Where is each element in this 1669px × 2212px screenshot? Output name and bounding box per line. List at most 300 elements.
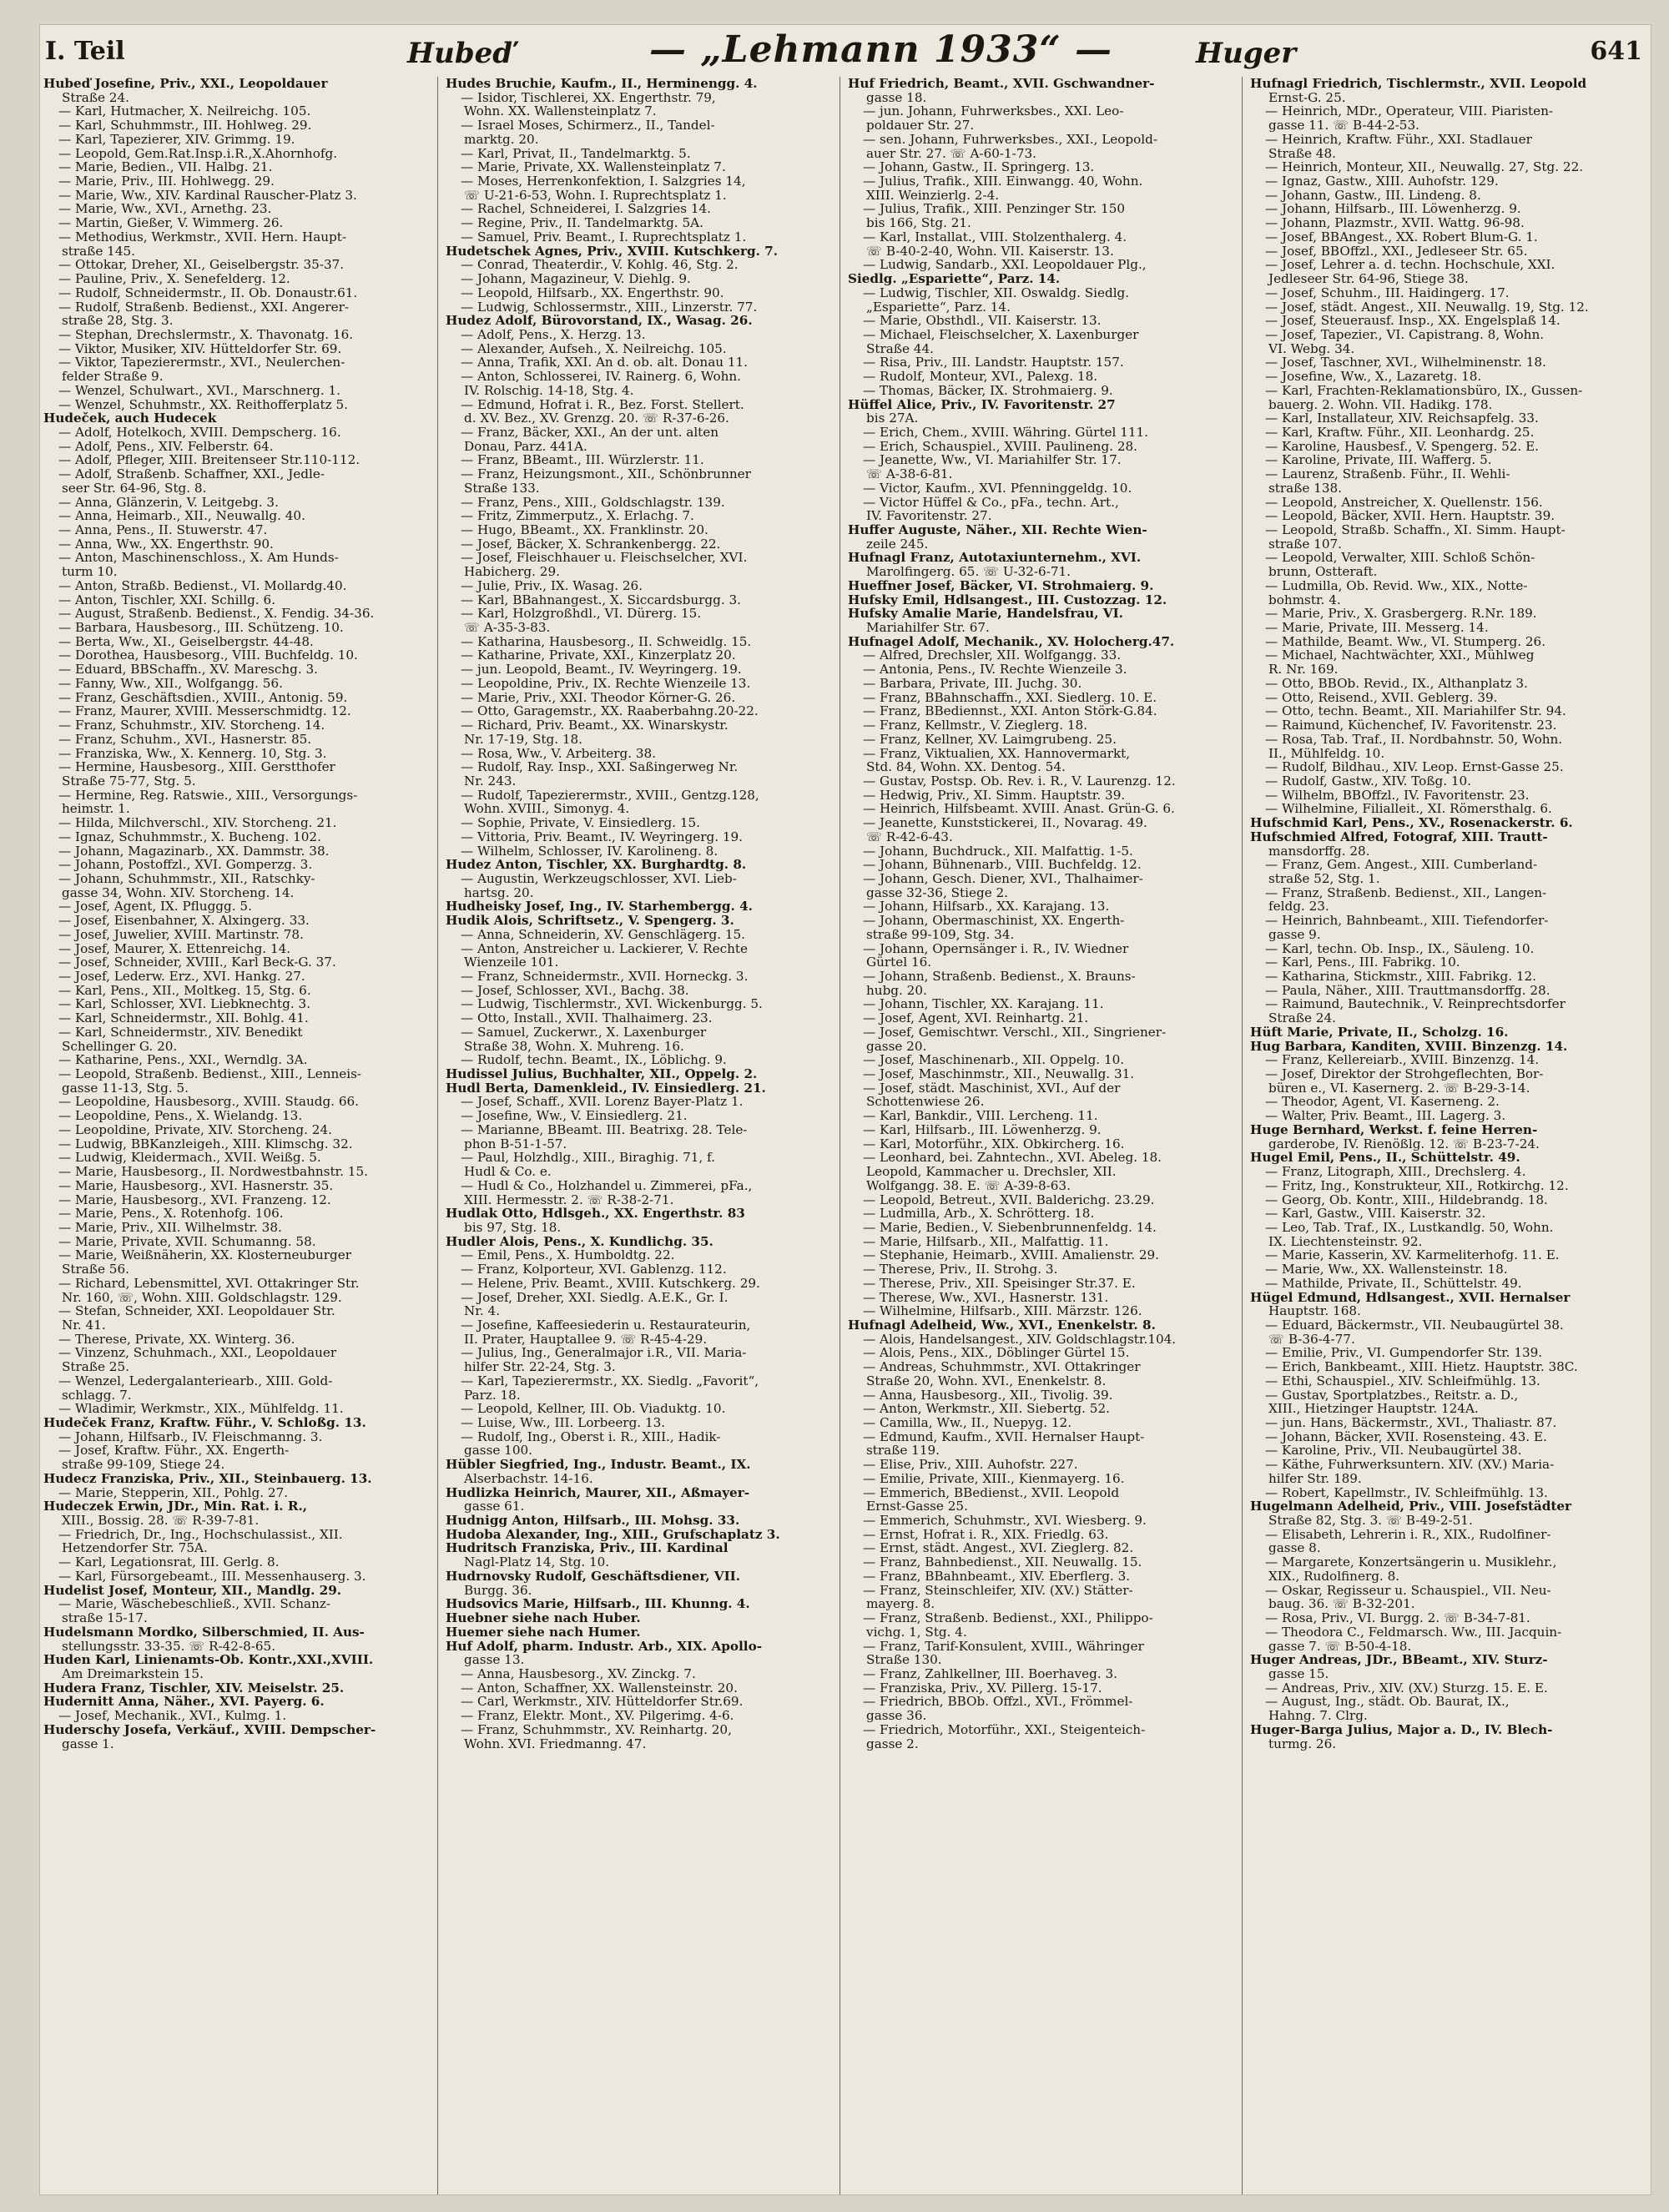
- directory-entry: — Otto, BBOb. Revid., IX., Althanplatz 3.: [1265, 676, 1528, 691]
- directory-entry: — Otto, Install., XVII. Thalhaimerg. 23.: [461, 1011, 713, 1025]
- directory-entry: — Josefine, Kaffeesiederin u. Restaurateurin,: [461, 1318, 751, 1333]
- directory-entry: — Ludwig, Tischler, XII. Oswaldg. Siedlg.: [863, 285, 1130, 300]
- directory-entry: — Heinrich, Kraftw. Führ., XXI. Stadlauer: [1265, 132, 1532, 147]
- directory-entry: — Rosa, Priv., VI. Burgg. 2. ☏ B-34-7-81.: [1265, 1611, 1530, 1625]
- entry-continuation: IV. Favoritenstr. 27.: [866, 509, 992, 523]
- directory-entry: — Regine, Priv., II. Tandelmarktg. 5A.: [461, 216, 703, 230]
- directory-entry: — Julius, Ing., Generalmajor i.R., VII. Maria-: [461, 1346, 747, 1361]
- directory-entry: — Karl, Installateur, XIV. Reichsapfelg. 33.: [1265, 411, 1539, 426]
- surname-entry: Hügel Edmund, Hdlsangest., XVII. Hernalser: [1250, 1290, 1571, 1305]
- surname-entry: Hübler Siegfried, Ing., Industr. Beamt., IX.: [446, 1458, 751, 1472]
- directory-entry: — Rudolf, Ing., Oberst i. R., XIII., Hadik-: [461, 1429, 721, 1444]
- directory-entry: — Rudolf, Bildhau., XIV. Leop. Ernst-Gasse 25.: [1265, 760, 1564, 774]
- directory-entry: — Marie, Kasserin, XV. Karmeliterhofg. 11. E.: [1265, 1248, 1560, 1263]
- directory-entry: — Pauline, Priv., X. Senefelderg. 12.: [58, 272, 290, 286]
- surname-entry: Hudes Bruchie, Kaufm., II., Herminengg. 4.: [446, 77, 758, 91]
- entry-continuation: straße 99-109, Stiege 24.: [62, 1458, 225, 1472]
- entry-continuation: straße 52, Stg. 1.: [1268, 871, 1380, 886]
- entry-continuation: baug. 36. ☏ B-32-201.: [1268, 1597, 1415, 1612]
- directory-entry: — Wilhelm, Schlosser, IV. Karolineng. 8.: [461, 844, 719, 859]
- directory-entry: — Marie, Priv., III. Hohlwegg. 29.: [58, 174, 275, 189]
- surname-entry: Huffer Auguste, Näher., XII. Rechte Wien-: [848, 523, 1147, 537]
- directory-entry: — Margarete, Konzertsängerin u. Musiklehr.,: [1265, 1555, 1557, 1570]
- surname-entry: Hudelist Josef, Monteur, XII., Mandlg. 29.: [43, 1583, 342, 1598]
- directory-entry: — Heinrich, MDr., Operateur, VIII. Piaristen-: [1265, 104, 1554, 119]
- directory-entry: — Adolf, Hotelkoch, XVIII. Dempscherg. 16.: [58, 425, 341, 440]
- directory-entry: — Israel Moses, Schirmerz., II., Tandel-: [461, 118, 715, 133]
- directory-entry: — Samuel, Priv. Beamt., I. Ruprechtsplatz 1.: [461, 229, 747, 244]
- directory-entry: — Leo, Tab. Traf., IX., Lustkandlg. 50, Wohn.: [1265, 1220, 1554, 1235]
- entry-continuation: bohmstr. 4.: [1268, 592, 1341, 607]
- directory-entry: — Anna, Ww., XX. Engerthstr. 90.: [58, 537, 274, 552]
- directory-entry: — Heinrich, Monteur, XII., Neuwallg. 27, Stg. 22.: [1265, 160, 1584, 175]
- entry-continuation: Wohn. XVIII., Simonyg. 4.: [464, 802, 630, 817]
- directory-entry: — Karl, Gastw., VIII. Kaiserstr. 32.: [1265, 1207, 1486, 1221]
- directory-entry: — Josef, Kraftw. Führ., XX. Engerth-: [58, 1444, 290, 1459]
- entry-continuation: Wohn. XX. Wallensteinplatz 7.: [464, 104, 657, 119]
- directory-entry: — Josef, BBAngest., XX. Robert Blum-G. 1.: [1265, 229, 1538, 244]
- directory-entry: — Franz, Heizungsmont., XII., Schönbrunner: [461, 467, 751, 481]
- directory-entry: — Marie, Pens., X. Rotenhofg. 106.: [58, 1207, 284, 1221]
- directory-entry: — Karoline, Priv., VII. Neubaugürtel 38.: [1265, 1444, 1522, 1459]
- directory-entry: — Hilda, Milchverschl., XIV. Storcheng. 21.: [58, 816, 337, 830]
- directory-entry: — Michael, Fleischselcher, X. Laxenburger: [863, 327, 1139, 342]
- surname-entry: Hüft Marie, Private, II., Scholzg. 16.: [1250, 1025, 1509, 1040]
- entry-continuation: Burgg. 36.: [464, 1583, 532, 1598]
- surname-entry: Hudera Franz, Tischler, XIV. Meiselstr. 25.: [43, 1680, 345, 1696]
- directory-entry: — Theodor, Agent, VI. Kaserneng. 2.: [1265, 1095, 1500, 1110]
- directory-entry: — Johann, Opernsänger i. R., IV. Wiedner: [863, 941, 1129, 956]
- directory-entry: — Vittoria, Priv. Beamt., IV. Weyringerg. 19.: [461, 829, 744, 844]
- directory-entry: — Hugo, BBeamt., XX. Franklinstr. 20.: [461, 523, 708, 537]
- entry-continuation: Nr. 243.: [464, 773, 517, 789]
- directory-entry: — Johann, Gastw., II. Springerg. 13.: [863, 160, 1095, 175]
- directory-entry: — Alois, Pens., XIX., Döblinger Gürtel 15.: [863, 1346, 1130, 1361]
- directory-entry: — Johann, Hilfsarb., IV. Fleischmanng. 3.: [58, 1429, 323, 1444]
- directory-entry: — Marie, Private, XX. Wallensteinplatz 7.: [461, 160, 726, 175]
- directory-entry: — Otto, techn. Beamt., XII. Mariahilfer Str. 94.: [1265, 704, 1566, 719]
- directory-entry: — Anna, Trafik, XXI. An d. ob. alt. Donau 11.: [461, 355, 749, 370]
- directory-entry: — Julius, Trafik., XIII. Einwangg. 40, Wohn.: [863, 174, 1143, 189]
- directory-entry: — Rudolf, Gastw., XIV. Toßg. 10.: [1265, 773, 1471, 789]
- entry-continuation: poldauer Str. 27.: [866, 118, 975, 133]
- directory-entry: — Franz, Schuhm., XVI., Hasnerstr. 85.: [58, 732, 312, 747]
- entry-continuation: Gürtel 16.: [866, 955, 932, 970]
- directory-entry: — Karl, Motorführ., XIX. Obkircherg. 16.: [863, 1136, 1125, 1151]
- entry-continuation: gasse 32-36, Stiege 2.: [866, 885, 1008, 900]
- directory-entry: — Johann, Straßenb. Bedienst., X. Brauns-: [863, 970, 1136, 984]
- entry-continuation: Straße 75-77, Stg. 5.: [62, 773, 196, 789]
- directory-entry: — Michael, Nachtwächter, XXI., Mühlweg: [1265, 648, 1535, 663]
- directory-entry: — Johann, Gastw., III. Lindeng. 8.: [1265, 188, 1481, 203]
- column-divider: [437, 77, 438, 2194]
- directory-entry: — Johann, Buchdruck., XII. Malfattig. 1-5.: [863, 844, 1133, 859]
- entry-continuation: marktg. 20.: [464, 132, 539, 147]
- page-header: [40, 25, 1651, 83]
- directory-entry: — Luise, Ww., III. Lorbeerg. 13.: [461, 1416, 666, 1430]
- entry-continuation: gasse 9.: [1268, 927, 1321, 942]
- directory-entry: — Ignaz, Gastw., XIII. Auhofstr. 129.: [1265, 174, 1499, 189]
- directory-entry: — Katharine, Private, XXI., Kinzerplatz 20.: [461, 648, 736, 663]
- entry-continuation: Hauptstr. 168.: [1268, 1304, 1361, 1318]
- entry-continuation: gasse 20.: [866, 1039, 927, 1054]
- entry-continuation: Ernst-Gasse 25.: [866, 1499, 968, 1514]
- directory-entry: — Josef, Gemischtwr. Verschl., XII., Singriener-: [863, 1025, 1167, 1040]
- directory-entry: — Dorothea, Hausbesorg., VIII. Buchfeldg. 10.: [58, 648, 358, 663]
- directory-entry: — Josef, Maurer, X. Ettenreichg. 14.: [58, 941, 291, 956]
- surname-entry: Hufnagl Friedrich, Tischlermstr., XVII. Leopold: [1250, 77, 1587, 91]
- directory-entry: — Karl, Holzgroßhdl., VI. Dürerg. 15.: [461, 607, 702, 622]
- directory-entry: — Leopold, Hilfsarb., XX. Engerthstr. 90.: [461, 285, 724, 300]
- entry-continuation: stellungsstr. 33-35. ☏ R-42-8-65.: [62, 1639, 276, 1654]
- column-divider: [1242, 77, 1243, 2194]
- directory-entry: — Josef, Lederw. Erz., XVI. Hankg. 27.: [58, 970, 305, 984]
- surname-entry: Siedlg. „Espariette“, Parz. 14.: [848, 272, 1061, 286]
- surname-entry: Hudlizka Heinrich, Maurer, XII., Aßmayer-: [446, 1485, 749, 1500]
- directory-entry: — sen. Johann, Fuhrwerksbes., XXI., Leopold-: [863, 132, 1158, 147]
- directory-entry: — Franz, Pens., XIII., Goldschlagstr. 139.: [461, 495, 725, 510]
- directory-entry: — Ethi, Schauspiel., XIV. Schleifmühlg. 13.: [1265, 1373, 1540, 1388]
- publication-title: — „Lehmann 1933“ —: [649, 28, 1113, 71]
- directory-entry: — Marie, Stepperin, XII., Pohlg. 27.: [58, 1485, 289, 1500]
- directory-entry: — Rachel, Schneiderei, I. Salzgries 14.: [461, 202, 712, 217]
- directory-entry: — Fritz, Ing., Konstrukteur, XII., Rotkirchg. 12.: [1265, 1178, 1569, 1193]
- directory-entry: — jun. Johann, Fuhrwerksbes., XXI. Leo-: [863, 104, 1124, 119]
- directory-entry: — Augustin, Werkzeugschlosser, XVI. Lieb-: [461, 871, 737, 886]
- directory-entry: — Franz, Schneidermstr., XVII. Horneckg. 3.: [461, 970, 749, 984]
- directory-entry: — Franz, BBahnbeamt., XIV. Eberflerg. 3.: [863, 1569, 1131, 1584]
- directory-entry: — Erich, Bankbeamt., XIII. Hietz. Hauptstr. 38C.: [1265, 1360, 1578, 1374]
- directory-entry: — Josef, städt. Angest., XII. Neuwallg. 19, Stg. 12.: [1265, 300, 1589, 315]
- surname-entry: Huemer siehe nach Humer.: [446, 1625, 641, 1640]
- surname-entry: Hudnigg Anton, Hilfsarb., III. Mohsg. 33.: [446, 1514, 740, 1528]
- directory-entry: — Edmund, Hofrat i. R., Bez. Forst. Stellert.: [461, 397, 744, 412]
- directory-entry: — Marie, Obsthdl., VII. Kaiserstr. 13.: [863, 314, 1102, 328]
- directory-entry: — Josef, Tapezier., VI. Capistrang. 8, Wohn.: [1265, 327, 1545, 342]
- surname-entry: Hufschmied Alfred, Fotograf, XIII. Trautt-: [1250, 829, 1548, 844]
- directory-entry: — Alfred, Drechsler, XII. Wolfgangg. 33.: [863, 648, 1122, 663]
- directory-entry: — Karl, Legationsrat, III. Gerlg. 8.: [58, 1555, 280, 1570]
- surname-entry: Hudeček Franz, Kraftw. Führ., V. Schloßg. 13.: [43, 1416, 366, 1430]
- directory-entry: — Rudolf, Schneidermstr., II. Ob. Donaustr.61.: [58, 285, 358, 300]
- entry-continuation: IV. Rolschig. 14-18, Stg. 4.: [464, 383, 634, 398]
- directory-entry: — Josef, Maschinmstr., XII., Neuwallg. 31.: [863, 1067, 1135, 1081]
- entry-continuation: büren e., VI. Kasernerg. 2. ☏ B-29-3-14.: [1268, 1081, 1530, 1096]
- surname-entry: Hüffel Alice, Priv., IV. Favoritenstr. 27: [848, 397, 1116, 412]
- directory-entry: — Karl, Pens., XII., Moltkeg. 15, Stg. 6.: [58, 983, 311, 998]
- directory-entry: — Johann, Tischler, XX. Karajang. 11.: [863, 997, 1104, 1012]
- entry-continuation: Ernst-G. 25.: [1268, 90, 1346, 105]
- directory-entry: — Ludwig, Tischlermstr., XVI. Wickenburgg. 5.: [461, 997, 763, 1012]
- entry-continuation: Parz. 18.: [464, 1388, 521, 1403]
- surname-entry: Huger Andreas, JDr., BBeamt., XIV. Sturz-: [1250, 1653, 1548, 1667]
- directory-entry: — Therese, Ww., XVI., Hasnerstr. 131.: [863, 1290, 1109, 1305]
- surname-entry: Huf Adolf, pharm. Industr. Arb., XIX. Apollo-: [446, 1639, 763, 1654]
- directory-entry: — Karl, Tapezierer, XIV. Grimmg. 19.: [58, 132, 295, 147]
- entry-continuation: straße 99-109, Stg. 34.: [866, 927, 1015, 942]
- surname-entry: Hugel Emil, Pens., II., Schüttelstr. 49.: [1250, 1151, 1520, 1166]
- entry-continuation: Jedleseer Str. 64-96, Stiege 38.: [1268, 272, 1469, 286]
- directory-entry: — Rosa, Ww., V. Arbeiterg. 38.: [461, 746, 657, 761]
- surname-entry: Hudeczek Erwin, JDr., Min. Rat. i. R.,: [43, 1499, 308, 1514]
- directory-entry: — Richard, Lebensmittel, XVI. Ottakringer Str.: [58, 1276, 360, 1291]
- directory-entry: — Johann, Plazmstr., XVII. Wattg. 96-98.: [1265, 216, 1525, 230]
- entry-continuation: Hahng. 7. Clrg.: [1268, 1709, 1368, 1723]
- entry-continuation: bis 97, Stg. 18.: [464, 1220, 562, 1235]
- directory-entry: — Camilla, Ww., II., Nuepyg. 12.: [863, 1416, 1072, 1430]
- directory-entry: — Anton, Schlosserei, IV. Rainerg. 6, Wohn.: [461, 370, 741, 384]
- directory-entry: — Leonhard, bei. Zahntechn., XVI. Abeleg. 18.: [863, 1151, 1162, 1166]
- directory-entry: — Friedrich, Dr., Ing., Hochschulassist., XII.: [58, 1527, 343, 1542]
- directory-entry: — Ludwig, Schlossermstr., XIII., Linzerstr. 77.: [461, 300, 758, 315]
- directory-entry: — Friedrich, BBOb. Offzl., XVI., Frömmel-: [863, 1695, 1133, 1710]
- directory-entry: — Emilie, Private, XIII., Kienmayerg. 16.: [863, 1471, 1125, 1486]
- directory-entry: — Laurenz, Straßenb. Führ., II. Wehli-: [1265, 467, 1510, 481]
- directory-entry: — Leopold, Anstreicher, X. Quellenstr. 156.: [1265, 495, 1543, 510]
- surname-entry: Hudez Anton, Tischler, XX. Burghardtg. 8.: [446, 858, 747, 872]
- directory-entry: — Anton, Straßb. Bedienst., VI. Mollardg.40.: [58, 578, 347, 593]
- directory-entry: — Ludwig, Sandarb., XXI. Leopoldauer Plg.,: [863, 258, 1147, 273]
- column-3: [848, 77, 1228, 2194]
- directory-entry: — Leopoldine, Priv., IX. Rechte Wienzeile 13.: [461, 676, 751, 691]
- surname-entry: Huderschy Josefa, Verkäuf., XVIII. Dempscher-: [43, 1722, 376, 1737]
- directory-entry: — Karl, Hilfsarb., III. Löwenherzg. 9.: [863, 1122, 1102, 1137]
- directory-entry: — Franz, Tarif-Konsulent, XVIII., Währinger: [863, 1639, 1144, 1654]
- directory-entry: — Leopold, Kellner, III. Ob. Viaduktg. 10.: [461, 1402, 726, 1416]
- directory-entry: — Josef, Lehrer a. d. techn. Hochschule, XXI.: [1265, 258, 1556, 273]
- entry-continuation: „Espariette“, Parz. 14.: [866, 300, 1011, 315]
- directory-entry: — Marie, Ww., XVI., Arnethg. 23.: [58, 202, 272, 217]
- directory-entry: — Helene, Priv. Beamt., XVIII. Kutschkerg. 29.: [461, 1276, 760, 1291]
- entry-continuation: Wienzeile 101.: [464, 955, 559, 970]
- directory-entry: — Franz, BBahnschaffn., XXI. Siedlerg. 10. E.: [863, 690, 1157, 705]
- directory-entry: — Karl, Hutmacher, X. Neilreichg. 105.: [58, 104, 311, 119]
- directory-entry: — Karl, Pens., III. Fabrikg. 10.: [1265, 955, 1460, 970]
- directory-entry: — Franz, Elektr. Mont., XV. Pilgerimg. 4-6.: [461, 1709, 734, 1723]
- directory-entry: — jun. Leopold, Beamt., IV. Weyringerg. 19.: [461, 663, 742, 677]
- directory-entry: — Rudolf, Straßenb. Bedienst., XXI. Angerer-: [58, 300, 350, 315]
- directory-entry: — Anton, Werkmstr., XII. Siebertg. 52.: [863, 1402, 1110, 1416]
- directory-entry: — Franz, Zahlkellner, III. Boerhaveg. 3.: [863, 1666, 1117, 1681]
- entry-continuation: Wolfgangg. 38. E. ☏ A-39-8-63.: [866, 1178, 1071, 1193]
- directory-entry: — Marie, Hausbesorg., XVI. Hasnerstr. 35.: [58, 1178, 334, 1193]
- entry-continuation: bis 27A.: [866, 411, 919, 426]
- directory-entry: — Elise, Priv., XIII. Auhofstr. 227.: [863, 1458, 1078, 1472]
- directory-entry: — Leopold, Betreut., XVII. Balderichg. 23.29.: [863, 1192, 1155, 1207]
- entry-continuation: seer Str. 64-96, Stg. 8.: [62, 481, 207, 496]
- directory-entry: — Fanny, Ww., XII., Wolfgangg. 56.: [58, 676, 283, 691]
- entry-continuation: hilfer Str. 189.: [1268, 1471, 1362, 1486]
- surname-entry: Hugelmann Adelheid, Priv., VIII. Josefstädter: [1250, 1499, 1572, 1514]
- directory-entry: — Viktor, Tapezierermstr., XVI., Neulerchen-: [58, 355, 345, 370]
- directory-entry: — Jeanette, Kunststickerei, II., Novarag. 49.: [863, 816, 1147, 830]
- directory-entry: — Franz, Litograph, XIII., Drechslerg. 4.: [1265, 1165, 1526, 1179]
- directory-entry: — Ludwig, BBKanzleigeh., XIII. Klimschg. 32.: [58, 1136, 353, 1151]
- surname-entry: Hudeček, auch Hudecek: [43, 411, 217, 426]
- directory-entry: — Franz, Kellereiarb., XVIII. Binzenzg. 14.: [1265, 1053, 1540, 1068]
- directory-entry: — Josef, Schuhm., III. Haidingerg. 17.: [1265, 285, 1510, 300]
- entry-continuation: hubg. 20.: [866, 983, 927, 998]
- entry-continuation: gasse 34, Wohn. XIV. Storcheng. 14.: [62, 885, 295, 900]
- directory-entry: — Wilhelmine, Hilfsarb., XIII. Märzstr. 126.: [863, 1304, 1142, 1318]
- directory-entry: — Josef, Mechanik., XVI., Kulmg. 1.: [58, 1709, 287, 1723]
- directory-entry: — Johann, Bühnenarb., VIII. Buchfeldg. 12.: [863, 858, 1142, 872]
- directory-entry: — Franz, Viktualien, XX. Hannovermarkt,: [863, 746, 1131, 761]
- entry-continuation: Straße 82, Stg. 3. ☏ B-49-2-51.: [1268, 1514, 1473, 1528]
- directory-entry: — Josef, Taschner, XVI., Wilhelminenstr. 18.: [1265, 355, 1546, 370]
- directory-entry: — Anna, Schneiderin, XV. Genschlägerg. 15.: [461, 927, 746, 942]
- directory-entry: — Risa, Priv., III. Landstr. Hauptstr. 157.: [863, 355, 1124, 370]
- directory-entry: — Jeanette, Ww., VI. Mariahilfer Str. 17.: [863, 453, 1122, 468]
- surname-entry: Hufnagl Franz, Autotaxiunternehm., XVI.: [848, 551, 1142, 566]
- entry-continuation: Straße 56.: [62, 1262, 129, 1277]
- entry-continuation: Straße 24.: [1268, 1011, 1336, 1025]
- entry-continuation: felder Straße 9.: [62, 370, 164, 384]
- surname-entry: Hudl Berta, Damenkleid., IV. Einsiedlerg. 21.: [446, 1081, 766, 1096]
- directory-entry: — Wenzel, Schuhmstr., XX. Reithofferplatz 5.: [58, 397, 348, 412]
- directory-entry: — Anna, Glänzerin, V. Leitgebg. 3.: [58, 495, 279, 510]
- surname-entry: Hudecz Franziska, Priv., XII., Steinbauerg. 13.: [43, 1471, 372, 1486]
- surname-entry: Hudlak Otto, Hdlsgeh., XX. Engerthstr. 83: [446, 1207, 745, 1221]
- directory-entry: — August, Ing., städt. Ob. Baurat, IX.,: [1265, 1695, 1510, 1710]
- directory-entry: — Emmerich, BBedienst., XVII. Leopold: [863, 1485, 1120, 1500]
- entry-continuation: ☏ R-42-6-43.: [866, 829, 953, 844]
- directory-entry: — Franz, Geschäftsdien., XVIII., Antonig. 59.: [58, 690, 348, 705]
- directory-entry: — Anton, Tischler, XXI. Schillg. 6.: [58, 592, 276, 607]
- directory-entry: — Franz, Maurer, XVIII. Messerschmidtg. 12.: [58, 704, 351, 719]
- entry-continuation: turmg. 26.: [1268, 1736, 1337, 1751]
- directory-entry: — Friedrich, Motorführ., XXI., Steigenteich-: [863, 1722, 1146, 1737]
- directory-entry: — Marie, Priv., XXI. Theodor Körner-G. 26.: [461, 690, 736, 705]
- entry-continuation: XIII. Hermesstr. 2. ☏ R-38-2-71.: [464, 1192, 674, 1207]
- directory-entry: — Franz, Straßenb. Bedienst., XXI., Philippo-: [863, 1611, 1153, 1625]
- directory-entry: — Karoline, Private, III. Wafferg. 5.: [1265, 453, 1492, 468]
- surname-entry: Hufnagl Adelheid, Ww., XVI., Enenkelstr. 8.: [848, 1318, 1156, 1333]
- entry-continuation: ☏ A-35-3-83.: [464, 621, 551, 635]
- entry-continuation: XIII. Weinzierlg. 2-4.: [866, 188, 1000, 203]
- directory-entry: — Josef, Fleischhauer u. Fleischselcher, XVI.: [461, 551, 748, 566]
- directory-entry: — Marie, Priv., XII. Wilhelmstr. 38.: [58, 1220, 282, 1235]
- entry-continuation: straße 119.: [866, 1444, 940, 1459]
- directory-entry: — Johann, Gesch. Diener, XVI., Thalhaimer-: [863, 871, 1143, 886]
- surname-entry: Hudik Alois, Schriftsetz., V. Spengerg. 3.: [446, 914, 734, 928]
- entry-columns: [40, 77, 1651, 2194]
- directory-entry: — Moses, Herrenkonfektion, I. Salzgries 14,: [461, 174, 746, 189]
- entry-continuation: straße 145.: [62, 244, 135, 259]
- surname-entry: Huden Karl, Linienamts-Ob. Kontr.,XXI.,XVIII.: [43, 1653, 374, 1667]
- entry-continuation: Nr. 17-19, Stg. 18.: [464, 732, 583, 747]
- directory-entry: — Alexander, Aufseh., X. Neilreichg. 105.: [461, 341, 727, 356]
- entry-continuation: Nr. 4.: [464, 1304, 501, 1318]
- directory-entry: — Franz, BBeamt., III. Würzlerstr. 11.: [461, 453, 704, 468]
- surname-entry: Hudelsmann Mordko, Silberschmied, II. Aus-: [43, 1625, 365, 1640]
- directory-entry: — Leopold, Gem.Rat.Insp.i.R.,X.Ahornhofg.: [58, 146, 338, 161]
- directory-entry: — Marie, Wäschebeschließ., XVII. Schanz-: [58, 1597, 331, 1612]
- directory-entry: — Karl, Schuhmmstr., III. Hohlweg. 29.: [58, 118, 312, 133]
- surname-entry: Hudheisky Josef, Ing., IV. Starhembergg. 4.: [446, 899, 753, 915]
- entry-continuation: Leopold, Kammacher u. Drechsler, XII.: [866, 1165, 1117, 1179]
- directory-entry: — Anton, Maschinenschloss., X. Am Hunds-: [58, 551, 339, 566]
- surname-entry: Hufsky Emil, Hdlsangest., III. Custozzag. 12.: [848, 592, 1167, 607]
- directory-entry: — Wilhelm, BBOffzl., IV. Favoritenstr. 23.: [1265, 788, 1530, 803]
- entry-continuation: gasse 15.: [1268, 1666, 1329, 1681]
- directory-entry: — Käthe, Fuhrwerksuntern. XIV. (XV.) Maria-: [1265, 1458, 1555, 1472]
- surname-entry: Hudetschek Agnes, Priv., XVIII. Kutschkerg. 7.: [446, 244, 779, 259]
- directory-entry: — Marie, Ww., XX. Wallensteinstr. 18.: [1265, 1262, 1508, 1277]
- entry-continuation: Hetzendorfer Str. 75A.: [62, 1541, 208, 1556]
- entry-continuation: XIII., Hietzinger Hauptstr. 124A.: [1268, 1402, 1479, 1416]
- surname-entry: Huf Friedrich, Beamt., XVII. Gschwandner-: [848, 77, 1155, 91]
- directory-entry: — Antonia, Pens., IV. Rechte Wienzeile 3.: [863, 663, 1127, 677]
- directory-entry: — Hudl & Co., Holzhandel u. Zimmerei, pFa.,: [461, 1178, 753, 1193]
- directory-entry: — Josef, Steuerausf. Insp., XX. Engelsplaß 14.: [1265, 314, 1561, 328]
- directory-entry: — Adolf, Pfleger, XIII. Breitenseer Str.110-112.: [58, 453, 361, 468]
- directory-entry: — Franz, Kellmstr., V. Zieglerg. 18.: [863, 718, 1088, 733]
- directory-entry: — Ludmilla, Ob. Revid. Ww., XIX., Notte-: [1265, 578, 1528, 593]
- entry-continuation: Schellinger G. 20.: [62, 1039, 178, 1054]
- directory-entry: — Josef, Schlosser, XVI., Bachg. 38.: [461, 983, 689, 998]
- directory-entry: — Julius, Trafik., XIII. Penzinger Str. 150: [863, 202, 1126, 217]
- directory-entry: — Carl, Werkmstr., XIV. Hütteldorfer Str.69.: [461, 1695, 744, 1710]
- directory-entry: — Mathilde, Beamt. Ww., VI. Stumperg. 26.: [1265, 634, 1546, 649]
- directory-entry: — Stephanie, Heimarb., XVIII. Amalienstr. 29.: [863, 1248, 1159, 1263]
- surname-entry: Hudernitt Anna, Näher., XVI. Payerg. 6.: [43, 1695, 325, 1710]
- directory-entry: — Johann, Schuhmmstr., XII., Ratschky-: [58, 871, 315, 886]
- directory-entry: — Josef, Juwelier, XVIII. Martinstr. 78.: [58, 927, 304, 942]
- directory-entry: — Johann, Bäcker, XVII. Rosensteing. 43. E.: [1265, 1429, 1547, 1444]
- directory-entry: — Leopold, Straßenb. Bedienst., XIII., Lenneis-: [58, 1067, 362, 1081]
- directory-entry: — Wilhelmine, Filialleit., XI. Römersthalg. 6.: [1265, 802, 1552, 817]
- entry-continuation: turm 10.: [62, 565, 118, 579]
- surname-entry: Hudoba Alexander, Ing., XIII., Grufschaplatz 3.: [446, 1527, 780, 1542]
- entry-continuation: Nr. 160, ☏, Wohn. XIII. Goldschlagstr. 129.: [62, 1290, 342, 1305]
- directory-entry: — Josef, BBOffzl., XXI., Jedleseer Str. 65.: [1265, 244, 1528, 259]
- surname-entry: Huger-Barga Julius, Major a. D., IV. Blech-: [1250, 1722, 1553, 1737]
- directory-entry: — Wenzel, Schulwart., XVI., Marschnerg. 1.: [58, 383, 340, 398]
- directory-entry: — Paula, Näher., XIII. Trauttmansdorffg. 28.: [1265, 983, 1551, 998]
- directory-entry: — Karl, BBahnangest., X. Siccardsburgg. 3.: [461, 592, 741, 607]
- entry-continuation: Schottenwiese 26.: [866, 1095, 985, 1110]
- directory-entry: — Karl, Tapezierermstr., XX. Siedlg. „Favorit“,: [461, 1373, 759, 1388]
- directory-entry: — Viktor, Musiker, XIV. Hütteldorfer Str. 69.: [58, 341, 342, 356]
- directory-entry: — Oskar, Regisseur u. Schauspiel., VII. Neu-: [1265, 1583, 1551, 1598]
- directory-entry: — Franz, Schuhmmstr., XV. Reinhartg. 20,: [461, 1722, 732, 1737]
- entry-continuation: straße 15-17.: [62, 1611, 148, 1625]
- directory-entry: — Hermine, Hausbesorg., XIII. Gerstthofer: [58, 760, 335, 774]
- directory-entry: — Josef, städt. Maschinist, XVI., Auf der: [863, 1081, 1121, 1096]
- directory-entry: — Vinzenz, Schuhmach., XXI., Leopoldauer: [58, 1346, 337, 1361]
- directory-entry: — Thomas, Bäcker, IX. Strohmaierg. 9.: [863, 383, 1113, 398]
- directory-entry: — Julie, Priv., IX. Wasag. 26.: [461, 578, 643, 593]
- entry-continuation: mansdorffg. 28.: [1268, 844, 1370, 859]
- directory-entry: — Franz, Gem. Angest., XIII. Cumberland-: [1265, 858, 1538, 872]
- page-number: 641: [1590, 37, 1642, 66]
- entry-continuation: gasse 11. ☏ B-44-2-53.: [1268, 118, 1419, 133]
- directory-entry: — Anna, Heimarb., XII., Neuwallg. 40.: [58, 509, 305, 523]
- directory-entry: — Theodora C., Feldmarsch. Ww., III. Jacquin-: [1265, 1625, 1562, 1640]
- directory-entry: — Franziska, Priv., XV. Pillerg. 15-17.: [863, 1680, 1102, 1696]
- directory-entry: — Wenzel, Ledergalanteriearb., XIII. Gold-: [58, 1373, 333, 1388]
- directory-entry: — Eduard, Bäckermstr., VII. Neubaugürtel 38.: [1265, 1318, 1564, 1333]
- entry-continuation: Straße 133.: [464, 481, 540, 496]
- directory-entry: — Franz, Bahnbedienst., XII. Neuwallg. 15.: [863, 1555, 1142, 1570]
- directory-entry: — Erich, Schauspiel., XVIII. Paulineng. 28.: [863, 439, 1137, 454]
- entry-continuation: phon B-51-1-57.: [464, 1136, 567, 1151]
- entry-continuation: XIII., Bossig. 28. ☏ R-39-7-81.: [62, 1514, 260, 1528]
- directory-entry: — Berta, Ww., XI., Geiselbergstr. 44-48.: [58, 634, 314, 649]
- directory-entry: — Franz, Bäcker, XXI., An der unt. alten: [461, 425, 719, 440]
- entry-continuation: feldg. 23.: [1268, 899, 1329, 915]
